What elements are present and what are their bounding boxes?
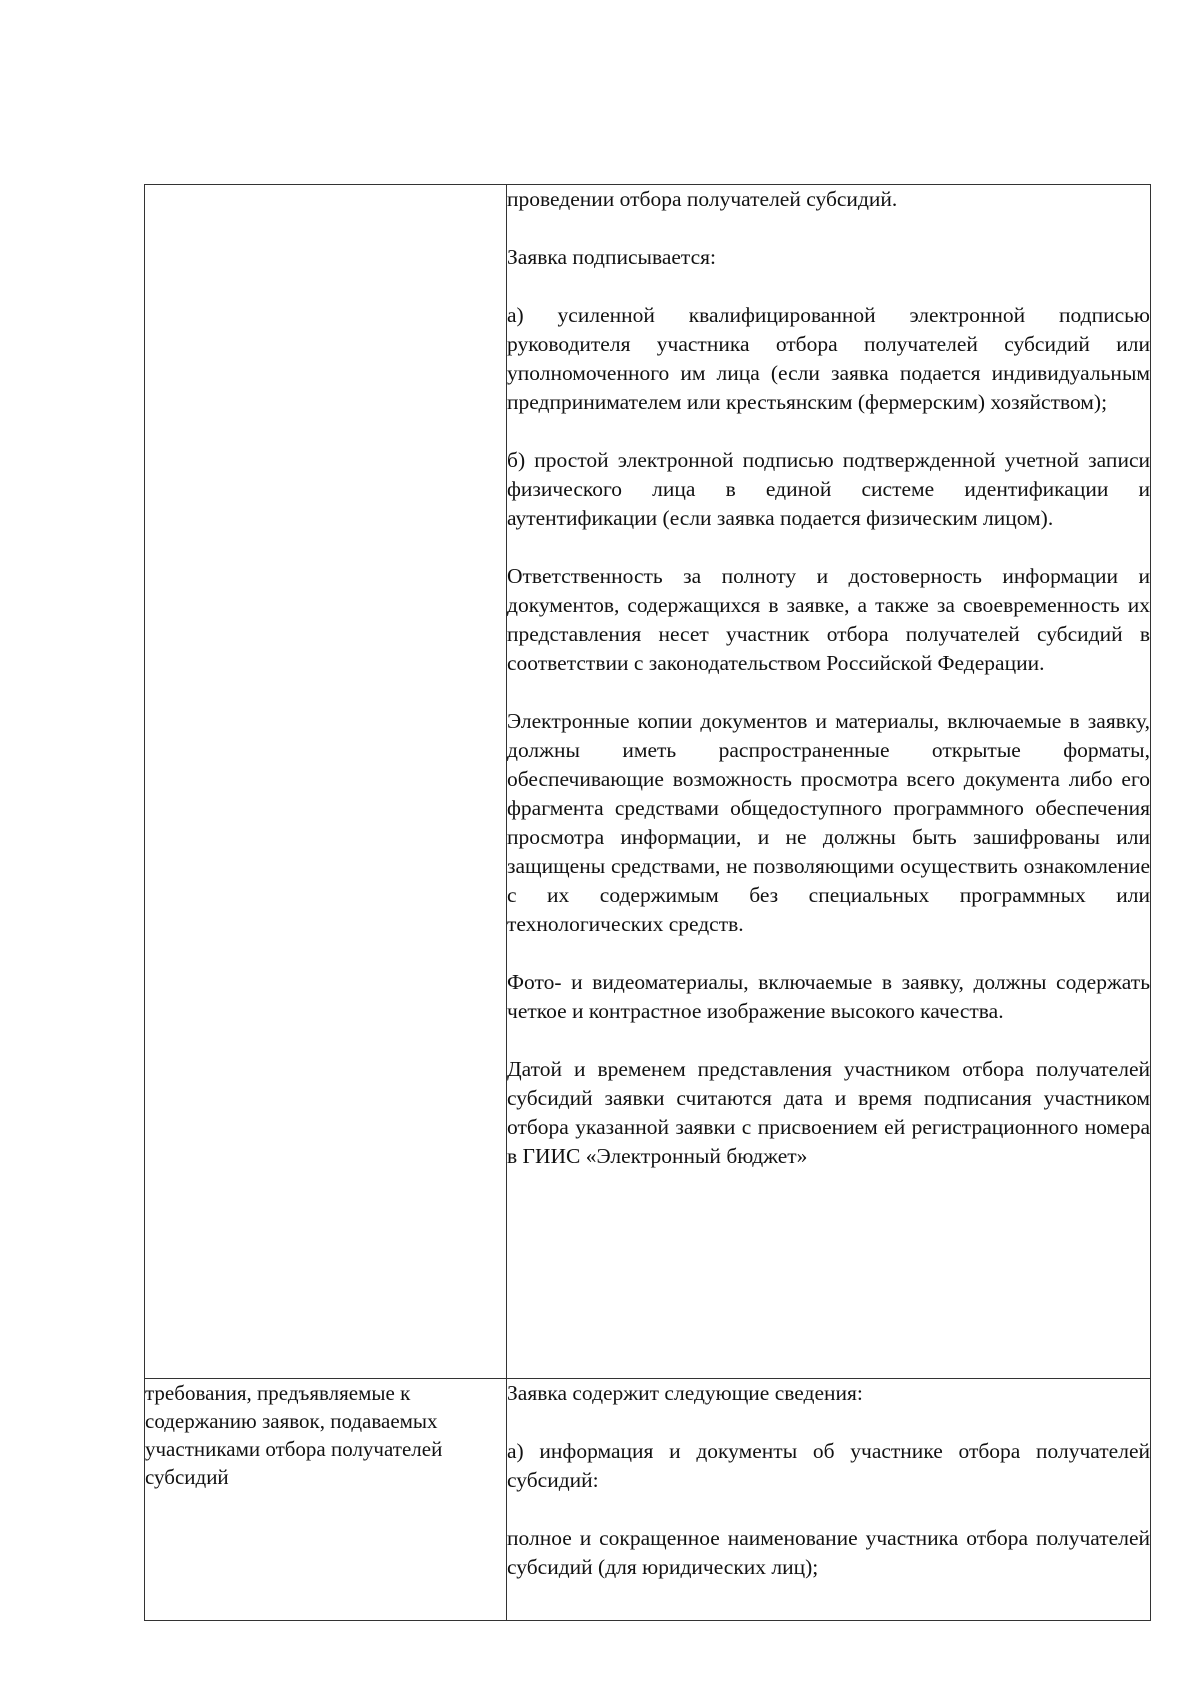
paragraph: б) простой электронной подписью подтвержденной учетной записи физического лица в единой системе идентификации и аутентификации (если заявка подается физическим лицом).	[507, 448, 1150, 530]
table-row	[145, 185, 1151, 1379]
paragraph: Ответственность за полноту и достоверность информации и документов, содержащихся в заявке, а также за своевременность их представления несет участник отбора получателей субсидий в соответствии с законодательством Российской Федерации.	[507, 564, 1150, 675]
table-cell-right	[507, 185, 1151, 1379]
table-row	[145, 1379, 1151, 1621]
table-cell-left-empty	[145, 185, 507, 1379]
paragraph: а) усиленной квалифицированной электронной подписью руководителя участника отбора получателей субсидий или уполномоченного им лица (если заявка подается индивидуальным предпринимателем или крестьянским (фермерским) хозяйством);	[507, 303, 1150, 414]
paragraph: Заявка содержит следующие сведения:	[507, 1381, 863, 1405]
paragraph: полное и сокращенное наименование участника отбора получателей субсидий (для юридических лиц);	[507, 1526, 1150, 1579]
requirements-table	[144, 184, 1151, 1621]
table-cell-left	[145, 1379, 507, 1621]
paragraph: а) информация и документы об участнике отбора получателей субсидий:	[507, 1439, 1150, 1492]
paragraph: проведении отбора получателей субсидий.	[507, 187, 898, 211]
paragraph: Фото- и видеоматериалы, включаемые в заявку, должны содержать четкое и контрастное изображение высокого качества.	[507, 970, 1150, 1023]
paragraph: Заявка подписывается:	[507, 245, 716, 269]
requirement-label: требования, предъявляемые к содержанию заявок, подаваемых участниками отбора получателей субсидий	[145, 1381, 443, 1489]
paragraph: Электронные копии документов и материалы, включаемые в заявку, должны иметь распространенные открытые форматы, обеспечивающие возможность просмотра всего документа либо его фрагмента средствами общедоступного программного обеспечения просмотра информации, и не должны быть зашифрованы или защищены средствами, не позволяющими осуществить ознакомление с их содержимым без специальных программных или технологических средств.	[507, 709, 1150, 936]
table-cell-right	[507, 1379, 1151, 1621]
paragraph: Датой и временем представления участником отбора получателей субсидий заявки считаются дата и время подписания участником отбора указанной заявки с присвоением ей регистрационного номера в ГИИС «Электронный бюджет»	[507, 1057, 1150, 1168]
